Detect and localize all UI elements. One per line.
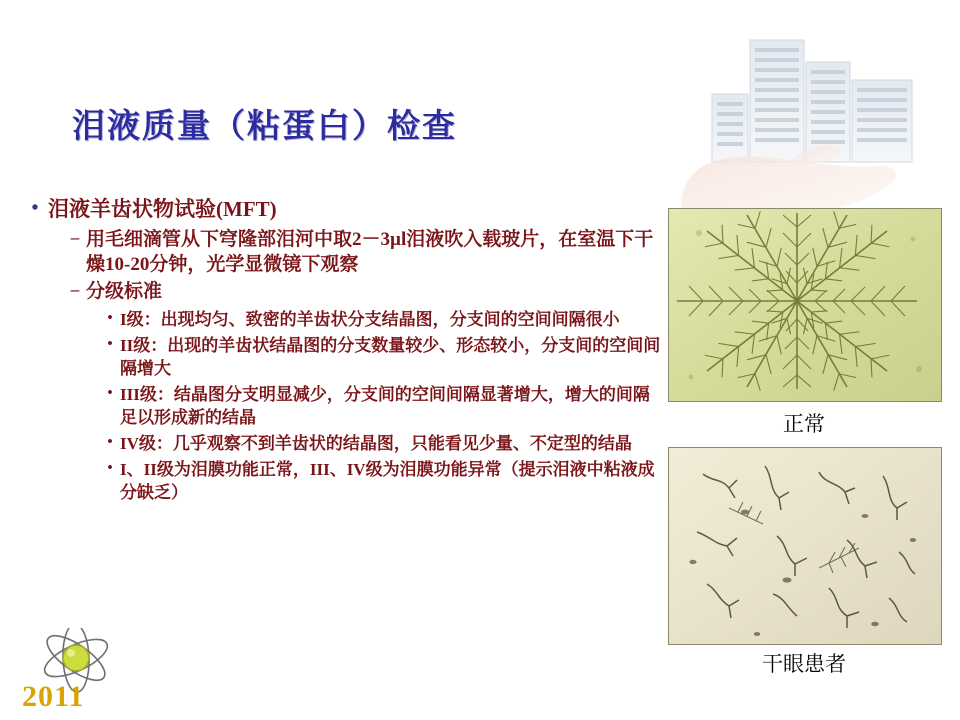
list-item-text: I、II级为泪膜功能正常，III、IV级为泪膜功能异常（提示泪液中粘液成分缺乏）	[120, 460, 655, 503]
dash-bullet-icon: –	[70, 280, 80, 300]
list-item	[22, 196, 662, 223]
list-item	[100, 458, 662, 504]
list-item	[64, 279, 662, 304]
bullet-icon: •	[107, 309, 113, 326]
bullet-icon: •	[107, 335, 113, 352]
dash-bullet-icon: –	[70, 228, 80, 248]
list-item	[100, 308, 662, 331]
bullet-icon: •	[107, 384, 113, 401]
list-item	[100, 334, 662, 380]
dry-eye-ferning-photo	[668, 447, 942, 645]
list-item-text: IV级：几乎观察不到羊齿状的结晶图，只能看见少量、不定型的结晶	[120, 434, 632, 454]
list-item-text: I级：出现均匀、致密的羊齿状分支结晶图，分支间的空间间隔很小	[120, 309, 620, 329]
normal-ferning-photo	[668, 208, 942, 402]
normal-photo-caption: 正常	[783, 412, 825, 436]
bullet-icon: •	[107, 460, 113, 477]
ferning-pattern-normal-illustration	[669, 209, 941, 401]
list-item-text: 用毛细滴管从下穹隆部泪河中取2－3µl泪液吹入载玻片，在室温下干燥10-20分钟，光学显微镜下观察	[86, 229, 654, 276]
slide-title: 泪液质量（粘蛋白）检查	[72, 109, 457, 145]
bullet-icon: •	[31, 197, 39, 219]
list-item-text: 分级标准	[86, 281, 163, 303]
bullet-icon: •	[107, 434, 113, 451]
logo-year-label: 2011	[22, 680, 85, 713]
dryeye-photo-caption: 干眼患者	[762, 652, 846, 676]
list-item	[100, 432, 662, 455]
list-item	[64, 227, 662, 277]
list-item	[100, 383, 662, 429]
list-item-text: II级：出现的羊齿状结晶图的分支数量较少、形态较小，分支间的空间间隔增大	[120, 335, 661, 378]
ferning-pattern-dryeye-illustration	[669, 448, 941, 644]
list-item-text: III级：结晶图分支明显减少，分支间的空间间隔显著增大，增大的间隔足以形成新的结晶	[120, 384, 650, 427]
list-item-text: 泪液羊齿状物试验(MFT)	[48, 197, 277, 221]
slide-body	[22, 196, 662, 507]
